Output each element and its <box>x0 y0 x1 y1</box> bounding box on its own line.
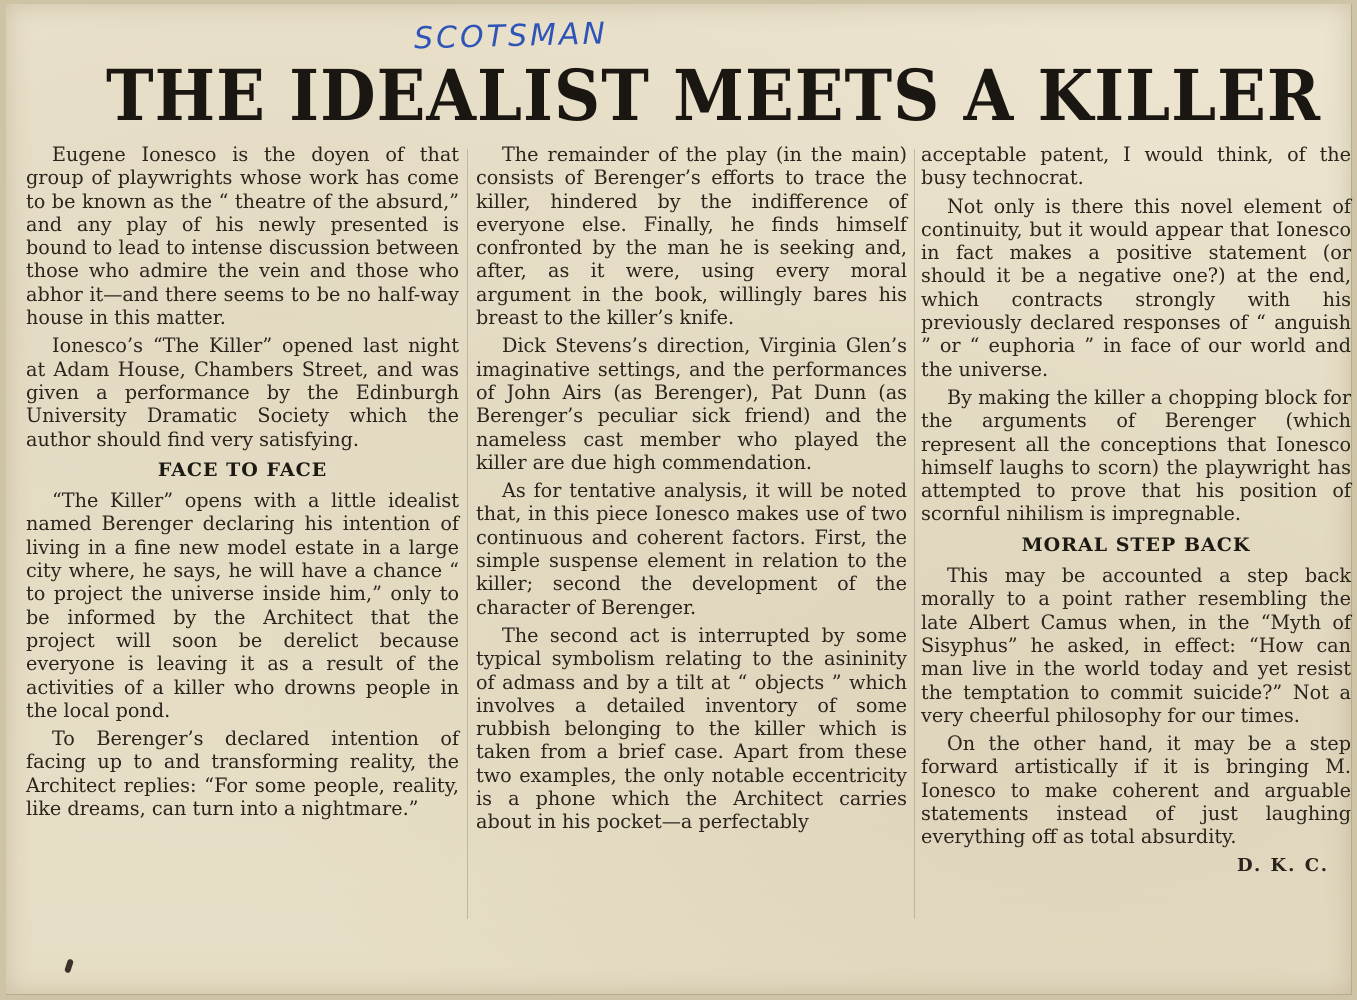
paragraph: acceptable patent, I would think, of the busy technocrat. <box>921 143 1351 190</box>
newspaper-clipping <box>6 4 1352 995</box>
column-divider <box>467 149 468 919</box>
paragraph: The remainder of the play (in the main) consists of Berenger’s efforts to trace the killer, hindered by the indifference of everyone else. Finally, he finds himself confronted by the man he is seeking and, after, as it were, using every moral argument in the book, willingly bares his breast to the killer’s knife. <box>476 143 907 330</box>
ink-mark <box>64 958 74 973</box>
paragraph: On the other hand, it may be a step forward artistically if it is bringing M. Ionesco to make coherent and arguable statements instead of just laughing everything off as total absurdity. <box>921 732 1351 849</box>
paragraph: Dick Stevens’s direction, Virginia Glen’s imaginative settings, and the performances of John Airs (as Berenger), Pat Dunn (as Berenger’s peculiar sick friend) and the nameless cast member who played the killer are due high commendation. <box>476 334 907 474</box>
paragraph: Eugene Ionesco is the doyen of that group of playwrights whose work has come to be known as the “ theatre of the absurd,” and any play of his newly presented is bound to lead to intense discussion between those who admire the vein and those who abhor it—and there seems to be no half-way house in this matter. <box>26 143 459 330</box>
paragraph: As for tentative analysis, it will be noted that, in this piece Ionesco makes use of two continuous and coherent factors. First, the simple suspense element in relation to the killer; second the development of the character of Berenger. <box>476 479 907 619</box>
subheading: MORAL STEP BACK <box>1021 533 1251 556</box>
article-column-1 <box>26 143 459 825</box>
paragraph: “The Killer” opens with a little idealist named Berenger declaring his intention of living in a fine new model estate in a large city where, he says, he will have a chance “ to project the universe inside him,” only to be informed by the Architect that the project will soon be derelict because everyone is leaving it as a result of the activities of a killer who drowns people in the local pond. <box>26 489 459 722</box>
handwritten-source-annotation: SCOTSMAN <box>413 16 609 57</box>
article-column-3 <box>921 143 1351 877</box>
article-column-2 <box>476 143 907 839</box>
paragraph: Ionesco’s “The Killer” opened last night at Adam House, Chambers Street, and was given a performance by the Edinburgh University Dramatic Society which the author should find very satisfying. <box>26 334 459 451</box>
column-divider <box>914 149 915 919</box>
paragraph: By making the killer a chopping block for the arguments of Berenger (which represent all the conceptions that Ionesco himself laughs to scorn) the playwright has attempted to prove that his position of scornful nihilism is impregnable. <box>921 385 1351 526</box>
paragraph: The second act is interrupted by some typical symbolism relating to the asininity of admass and by a tilt at “ objects ” which involves a detailed inventory of some rubbish belonging to the killer which is taken from a brief case. Apart from these two examples, the only notable eccentricity is a phone which the Architect carries about in his pocket—a perfectably <box>476 623 907 834</box>
paragraph: Not only is there this novel element of continuity, but it would appear that Ionesco in fact makes a positive statement (or should it be a negative one?) at the end, which contracts strongly with his previously declared responses of “ anguish ” or “ euphoria ” in face of our world and the universe. <box>921 194 1351 381</box>
article-headline: THE IDEALIST MEETS A KILLER <box>106 55 1322 138</box>
author-signature: D. K. C. <box>1237 854 1329 876</box>
paragraph: This may be accounted a step back morally to a point rather resembling the late Albert Camus when, in the “Myth of Sisyphus” he asked, in effect: “How can man live in the world today and yet resist the temptation to commit suicide?” Not a very cheerful philosophy for our times. <box>921 564 1351 727</box>
subheading: FACE TO FACE <box>157 458 328 481</box>
paragraph: To Berenger’s declared intention of facing up to and transforming reality, the Architect replies: “For some people, reality, like dreams, can turn into a nightmare.” <box>26 727 459 821</box>
